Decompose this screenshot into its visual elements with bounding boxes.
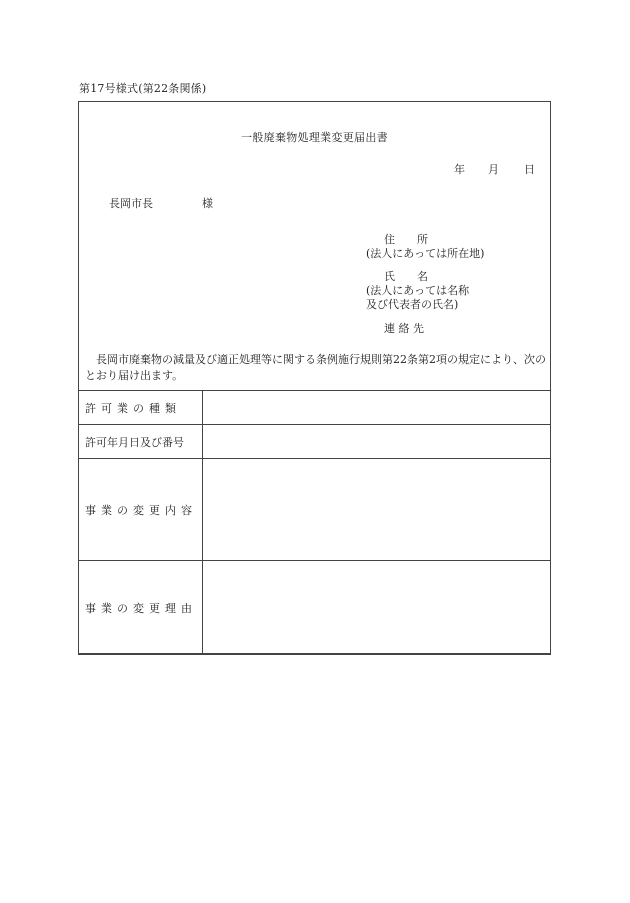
table-row-license-date-number (79, 425, 551, 459)
change-content-label: 事業の変更内容 (79, 459, 203, 561)
date-month-label: 月 (488, 163, 499, 176)
name-note-line1: (法人にあっては名称 (366, 284, 470, 297)
table-row-change-reason (79, 561, 551, 655)
form-title: 一般廃棄物処理業変更届出書 (241, 131, 388, 144)
license-date-number-value[interactable] (203, 425, 551, 459)
form-number: 第17号様式(第22条関係) (79, 82, 207, 95)
details-table (78, 390, 551, 655)
date-year-label: 年 (454, 163, 465, 176)
addressee-honorific: 様 (202, 197, 213, 210)
table-row-change-content (79, 459, 551, 561)
addressee-name: 長岡市長 (109, 197, 153, 210)
address-label: 住 所 (384, 233, 428, 246)
contact-label: 連 絡 先 (384, 322, 424, 335)
form-frame (78, 101, 551, 654)
date-day-label: 日 (524, 163, 535, 176)
change-reason-value[interactable] (203, 561, 551, 655)
address-note: (法人にあっては所在地) (366, 247, 485, 260)
name-label: 氏 名 (384, 270, 428, 283)
license-date-number-label: 許可年月日及び番号 (79, 425, 203, 459)
name-note-line2: 及び代表者の氏名) (366, 298, 459, 311)
license-type-value[interactable] (203, 391, 551, 425)
license-type-label: 許可業の種類 (79, 391, 203, 425)
table-row-license-type (79, 391, 551, 425)
change-reason-label: 事業の変更理由 (79, 561, 203, 655)
change-content-value[interactable] (203, 459, 551, 561)
notification-statement: 長岡市廃棄物の減量及び適正処理等に関する条例施行規則第22条第2項の規定により、次のとおり届け出ます。 (85, 353, 546, 382)
